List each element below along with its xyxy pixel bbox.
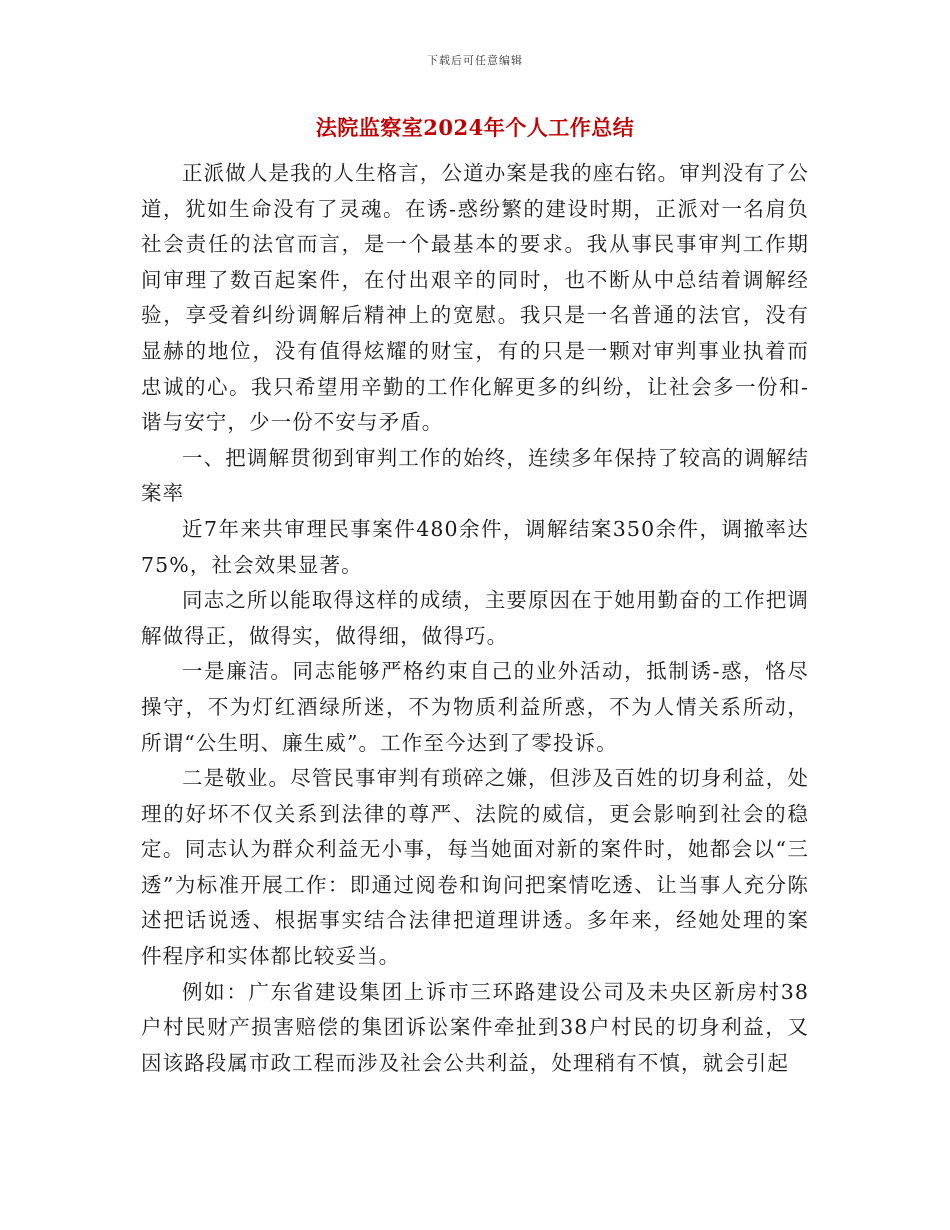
paragraph-statistics: 近7年来共审理民事案件480余件，调解结案350余件，调撤率达75%，社会效果显著。: [141, 516, 809, 577]
paragraph-section-heading: 一、把调解贯彻到审判工作的始终，连续多年保持了较高的调解结案率: [141, 445, 809, 506]
paragraph-dedication: 二是敬业。尽管民事审判有琐碎之嫌，但涉及百姓的切身利益，处理的好坏不仅关系到法律的尊严、法院的威信，更会影响到社会的稳定。同志认为群众利益无小事，每当她面对新的案件时，她都会以“三透”为标准开展工作：即通过阅卷和询问把案情吃透、让当事人充分陈述把话说透、根据事实结合法律把道理讲透。多年来，经她处理的案件程序和实体都比较妥当。: [141, 766, 809, 969]
paragraph-example: 例如：广东省建设集团上诉市三环路建设公司及未央区新房村38户村民财产损害赔偿的集团诉讼案件牵扯到38户村民的切身利益，又因该路段属市政工程而涉及社会公共利益，处理稍有不慎，就会引起: [141, 979, 809, 1075]
paragraph-integrity: 一是廉洁。同志能够严格约束自己的业外活动，抵制诱-惑，恪尽操守，不为灯红酒绿所迷，不为物质利益所惑，不为人情关系所动，所谓“公生明、廉生威”。工作至今达到了零投诉。: [141, 659, 809, 755]
paragraph-intro: 正派做人是我的人生格言，公道办案是我的座右铭。审判没有了公道，犹如生命没有了灵魂。在诱-惑纷繁的建设时期，正派对一名肩负社会责任的法官而言，是一个最基本的要求。我从事民事审判工作期间审理了数百起案件，在付出艰辛的同时，也不断从中总结着调解经验，享受着纠纷调解后精神上的宽慰。我只是一名普通的法官，没有显赫的地位，没有值得炫耀的财宝，有的只是一颗对审判事业执着而忠诚的心。我只希望用辛勤的工作化解更多的纠纷，让社会多一份和-谐与安宁，少一份不安与矛盾。: [141, 161, 809, 435]
paragraph-reason: 同志之所以能取得这样的成绩，主要原因在于她用勤奋的工作把调解做得正，做得实，做得细，做得巧。: [141, 588, 809, 648]
document-body: [141, 156, 809, 1081]
header-note: 下载后可任意编辑: [427, 54, 523, 67]
document-title: 法院监察室2024年个人工作总结: [315, 115, 635, 140]
